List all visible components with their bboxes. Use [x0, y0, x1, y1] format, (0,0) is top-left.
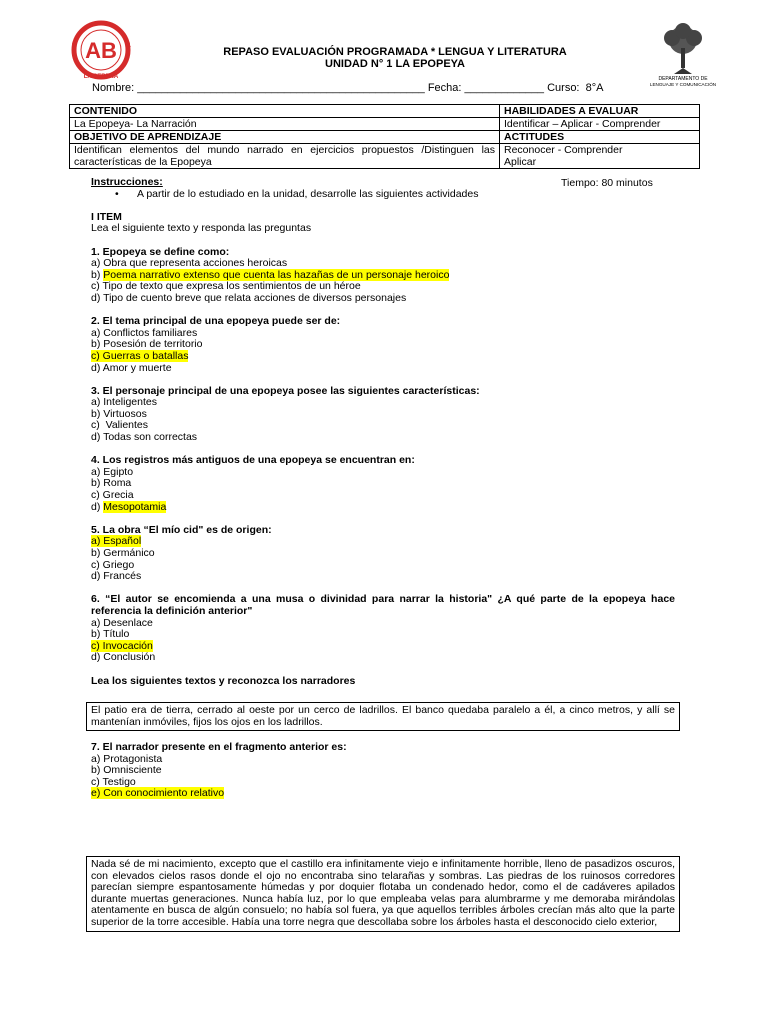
item-title: I ITEM — [91, 210, 122, 223]
option-label: d) — [91, 361, 103, 374]
question-text: 4. Los registros más antiguos de una epopeya se encuentran en: — [91, 454, 415, 467]
answer-option — [91, 618, 675, 630]
table-cell: Identificar – Aplicar - Comprender — [500, 118, 700, 131]
time-limit: Tiempo: 80 minutos — [561, 177, 653, 189]
option-label: a) — [91, 326, 104, 339]
table-row — [70, 144, 700, 169]
option-text: Grecia — [102, 489, 134, 502]
dept-text-line1: DEPARTAMENTO DE — [658, 76, 708, 82]
option-text: Roma — [103, 477, 132, 490]
option-text: Mesopotamia — [103, 500, 167, 513]
title-line-2: UNIDAD N° 1 LA EPOPEYA — [325, 58, 465, 70]
answer-option — [91, 571, 675, 583]
question-text: 6. “El autor se encomienda a una musa o divinidad para narrar la historia" ¿A qué parte de la epopeya hace referencia la definición anterior" — [91, 593, 675, 617]
reading-passage-1: El patio era de tierra, cerrado al oeste por un cerco de ladrillos. El banco quedaba paralelo a él, a cinco metros, y allí se mantenían inmóviles, fijos los ojos en los ladrillos. — [86, 702, 680, 731]
instruction-text: A partir de lo estudiado en la unidad, desarrolle las siguientes actividades — [137, 187, 479, 200]
option-label: c) — [91, 558, 103, 571]
option-text: Tipo de cuento breve que relata acciones de diversos personajes — [103, 291, 407, 304]
option-text: Griego — [102, 558, 135, 571]
answer-option — [91, 363, 675, 375]
option-text: Obra que representa acciones heroicas — [103, 257, 288, 270]
question-block — [91, 455, 675, 525]
option-label: d) — [91, 431, 104, 444]
table-row — [70, 105, 700, 118]
option-text: Francés — [103, 570, 142, 583]
question-block — [91, 316, 675, 386]
instruction-bullet — [91, 189, 675, 201]
option-label: c) — [91, 280, 103, 293]
question-text: 2. El tema principal de una epopeya puede ser de: — [91, 315, 341, 328]
school-logo — [66, 18, 136, 80]
option-label: b) — [91, 547, 104, 559]
answer-option — [91, 397, 675, 409]
option-text: Omnisciente — [103, 764, 162, 777]
question-block — [91, 247, 675, 317]
table-cell: ACTITUDES — [500, 131, 700, 144]
question-list — [91, 247, 675, 676]
questions-section — [91, 177, 675, 687]
table-row — [70, 131, 700, 144]
table-row — [70, 118, 700, 131]
option-text: Posesión de territorio — [103, 338, 203, 351]
option-text: Poema narrativo extenso que cuenta las hazañas de un personaje heroico — [103, 268, 450, 281]
option-text: Virtuosos — [103, 407, 147, 420]
answer-option — [91, 754, 675, 766]
option-label: c) — [91, 419, 106, 432]
option-label: d) — [91, 291, 104, 304]
answer-option — [91, 467, 675, 479]
option-text: Valientes — [105, 419, 149, 432]
answer-option — [91, 293, 675, 305]
info-table — [69, 104, 700, 169]
logo-arc-text: COLEGIO ANDRES BELLO PAMPA — [70, 20, 132, 49]
option-text: Conflictos familiares — [103, 326, 198, 339]
option-text: c) Invocación — [91, 639, 153, 652]
option-text: e) Con conocimiento relativo — [91, 787, 225, 800]
question-block — [91, 594, 675, 675]
table-cell: CONTENIDO — [70, 105, 500, 118]
answer-option — [91, 351, 675, 363]
option-text: Todas son correctas — [103, 431, 198, 444]
option-text: Conclusión — [103, 651, 156, 664]
section-title: Lea los siguientes textos y reconozca los narradores — [91, 674, 356, 687]
question-block — [91, 525, 675, 595]
question-text: 5. La obra “El mío cid" es de origen: — [91, 523, 272, 536]
document-title — [150, 46, 640, 70]
option-label: d) — [91, 570, 104, 583]
option-label: b) — [91, 338, 104, 351]
option-text: Inteligentes — [103, 396, 157, 409]
option-list — [91, 754, 675, 800]
option-label: a) — [91, 396, 104, 409]
question-7 — [91, 742, 675, 800]
option-label: a) — [91, 465, 104, 478]
option-label: b) — [91, 268, 104, 281]
table-cell: HABILIDADES A EVALUAR — [500, 105, 700, 118]
option-label: a) — [91, 752, 104, 765]
department-logo — [648, 22, 718, 88]
answer-option — [91, 258, 675, 270]
answer-option — [91, 629, 675, 641]
table-cell: La Epopeya- La Narración — [70, 118, 500, 131]
option-label: a) — [91, 616, 104, 629]
option-label: d) — [91, 651, 104, 664]
reading-passage-2: Nada sé de mi nacimiento, excepto que el castillo era infinitamente viejo e infinitamente horrible, lleno de pasadizos oscuros, con elevados cielos rasos donde el ojo no encontraba sino telarañas y sombras. Las piedras de los ruinosos corredores parecían siempre espantosamente húmedas y por doquier flotaba un condenado hedor, como el de cadáveres apilados durante muertas generaciones. Nunca había luz, por lo que empleaba velas para alumbrarme y me demoraba mirándolas atentamente en busca de algún consuelo; no había sol fuera, ya que aquellos terribles árboles crecían más alto que la parte superior de la torre accesible. Había una torre negra que descollaba sobre los árboles hasta el desconocido cielo exterior, — [86, 856, 680, 932]
answer-option — [91, 765, 675, 777]
answer-option — [91, 490, 675, 502]
answer-option — [91, 536, 675, 548]
logo-initials: AB — [85, 38, 117, 63]
option-label: b) — [91, 477, 104, 490]
option-text: Título — [103, 628, 130, 641]
option-text: Protagonista — [103, 752, 163, 765]
answer-option — [91, 548, 675, 560]
answer-option — [91, 432, 675, 444]
answer-option — [91, 478, 675, 490]
option-label: b) — [91, 628, 104, 641]
option-label: d) — [91, 500, 104, 513]
table-cell: Reconocer - Comprender Aplicar — [500, 144, 700, 169]
option-text: Germánico — [103, 547, 155, 559]
dept-text-line2: LENGUAJE Y COMUNICACIÓN — [649, 82, 717, 87]
option-label: b) — [91, 407, 104, 420]
question-block — [91, 386, 675, 456]
question-text: 7. El narrador presente en el fragmento anterior es: — [91, 741, 347, 753]
answer-option — [91, 409, 675, 421]
answer-option — [91, 502, 675, 514]
student-info-line: Nombre: _______________________________________________ Fecha: _____________ Curso: 8°A — [92, 82, 604, 94]
logo-bottom-text: LA SERENA — [83, 74, 119, 80]
option-label: a) — [91, 257, 104, 270]
instructions-label: Instrucciones: — [91, 176, 163, 188]
option-text: Amor y muerte — [102, 361, 172, 374]
option-text: Egipto — [103, 465, 134, 478]
answer-option — [91, 788, 675, 800]
answer-option — [91, 652, 675, 664]
option-text: c) Guerras o batallas — [91, 349, 189, 362]
table-cell: Identifican elementos del mundo narrado en ejercicios propuestos /Distinguen las características de la Epopeya — [70, 144, 500, 169]
item-subtitle: Lea el siguiente texto y responda las preguntas — [91, 222, 312, 235]
option-text: Testigo — [102, 775, 136, 788]
question-text: 3. El personaje principal de una epopeya posee las siguientes características: — [91, 384, 480, 397]
title-line-1: REPASO EVALUACIÓN PROGRAMADA * LENGUA Y LITERATURA — [223, 46, 567, 58]
option-text: a) Español — [91, 535, 142, 548]
answer-option — [91, 560, 675, 572]
option-label: c) — [91, 775, 103, 788]
question-text: 1. Epopeya se define como: — [91, 245, 230, 258]
option-text: Desenlace — [103, 616, 153, 629]
option-text: Tipo de texto que expresa los sentimientos de un héroe — [102, 280, 361, 293]
table-cell: OBJETIVO DE APRENDIZAJE — [70, 131, 500, 144]
option-label: b) — [91, 764, 104, 777]
answer-option — [91, 641, 675, 653]
option-label: c) — [91, 489, 103, 502]
